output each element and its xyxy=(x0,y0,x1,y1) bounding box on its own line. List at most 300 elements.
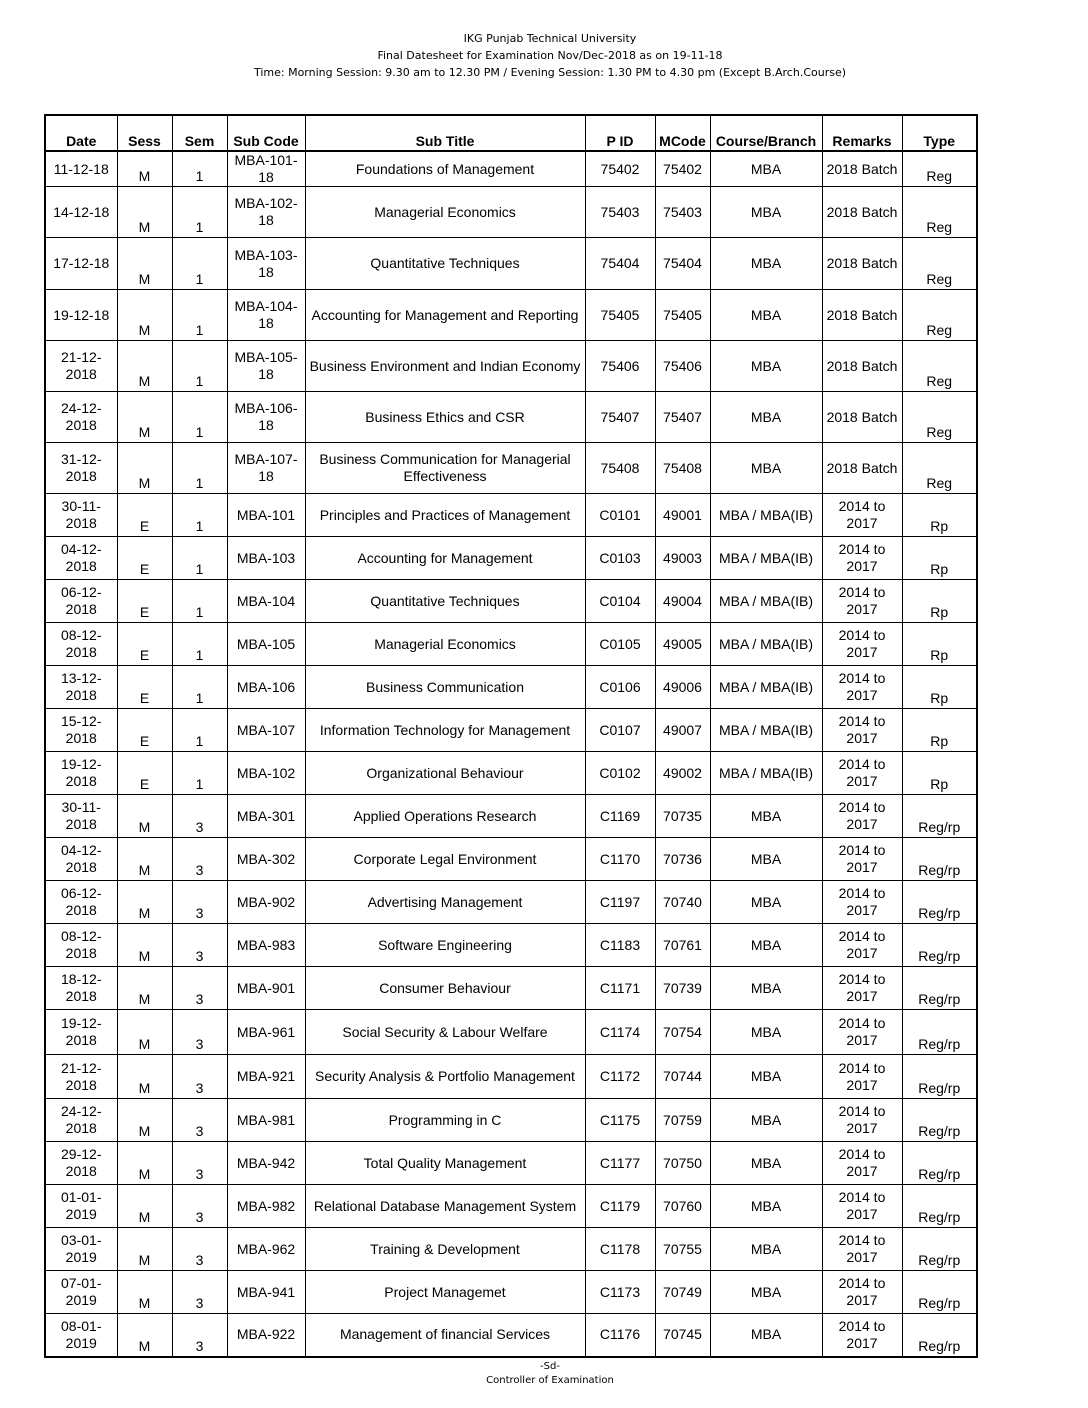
course-branch-cell: MBA xyxy=(710,1099,822,1142)
sub-title-cell: Training & Development xyxy=(305,1228,585,1271)
datesheet-table xyxy=(44,114,978,1358)
date-cell: 19-12-2018 xyxy=(45,1010,117,1055)
sub-code-cell: MBA-981 xyxy=(227,1099,305,1142)
document-header xyxy=(0,30,1088,81)
mcode-cell: 75408 xyxy=(655,443,710,494)
table-row xyxy=(45,924,977,967)
course-branch-cell: MBA xyxy=(710,392,822,443)
semester-cell: 1 xyxy=(172,494,227,537)
table-row xyxy=(45,1228,977,1271)
session-cell: E xyxy=(117,537,172,580)
course-branch-cell: MBA xyxy=(710,187,822,238)
paper-id-cell: C1177 xyxy=(585,1142,655,1185)
table-row xyxy=(45,392,977,443)
university-name: IKG Punjab Technical University xyxy=(463,32,637,45)
semester-cell: 1 xyxy=(172,580,227,623)
sub-code-cell: MBA-982 xyxy=(227,1185,305,1228)
col-header-date: Date xyxy=(45,115,117,151)
course-branch-cell: MBA xyxy=(710,151,822,187)
table-row xyxy=(45,238,977,290)
date-cell: 14-12-18 xyxy=(45,187,117,238)
type-cell: Reg xyxy=(902,151,977,187)
session-cell: M xyxy=(117,1271,172,1314)
sub-code-cell: MBA-301 xyxy=(227,795,305,838)
table-header-row xyxy=(45,115,977,151)
session-cell: M xyxy=(117,443,172,494)
table-row xyxy=(45,795,977,838)
session-cell: M xyxy=(117,187,172,238)
semester-cell: 1 xyxy=(172,752,227,795)
type-cell: Rp xyxy=(902,537,977,580)
mcode-cell: 70755 xyxy=(655,1228,710,1271)
sub-title-cell: Business Communication xyxy=(305,666,585,709)
date-cell: 19-12-2018 xyxy=(45,752,117,795)
semester-cell: 1 xyxy=(172,392,227,443)
type-cell: Reg/rp xyxy=(902,924,977,967)
table-row xyxy=(45,187,977,238)
session-timings: Time: Morning Session: 9.30 am to 12.30 PM / Evening Session: 1.30 PM to 4.30 pm (Except B.Arch.Course) xyxy=(253,66,847,79)
date-cell: 13-12-2018 xyxy=(45,666,117,709)
table-row xyxy=(45,967,977,1010)
semester-cell: 3 xyxy=(172,1055,227,1099)
sub-code-cell: MBA-107-18 xyxy=(227,443,305,494)
remarks-cell: 2014 to 2017 xyxy=(822,1271,902,1314)
col-header-session: Sess xyxy=(117,115,172,151)
session-cell: M xyxy=(117,1099,172,1142)
course-branch-cell: MBA / MBA(IB) xyxy=(710,709,822,752)
type-cell: Reg/rp xyxy=(902,1271,977,1314)
mcode-cell: 70749 xyxy=(655,1271,710,1314)
remarks-cell: 2018 Batch xyxy=(822,443,902,494)
paper-id-cell: C1170 xyxy=(585,838,655,881)
course-branch-cell: MBA / MBA(IB) xyxy=(710,494,822,537)
sub-code-cell: MBA-941 xyxy=(227,1271,305,1314)
session-cell: M xyxy=(117,238,172,290)
course-branch-cell: MBA / MBA(IB) xyxy=(710,666,822,709)
type-cell: Reg/rp xyxy=(902,1142,977,1185)
mcode-cell: 49004 xyxy=(655,580,710,623)
type-cell: Reg/rp xyxy=(902,1228,977,1271)
session-cell: M xyxy=(117,967,172,1010)
course-branch-cell: MBA xyxy=(710,1055,822,1099)
table-row xyxy=(45,443,977,494)
paper-id-cell: C0102 xyxy=(585,752,655,795)
sub-title-cell: Information Technology for Management xyxy=(305,709,585,752)
paper-id-cell: C0101 xyxy=(585,494,655,537)
mcode-cell: 70760 xyxy=(655,1185,710,1228)
remarks-cell: 2014 to 2017 xyxy=(822,1314,902,1357)
date-cell: 03-01-2019 xyxy=(45,1228,117,1271)
mcode-cell: 49006 xyxy=(655,666,710,709)
remarks-cell: 2014 to 2017 xyxy=(822,1142,902,1185)
course-branch-cell: MBA xyxy=(710,924,822,967)
paper-id-cell: C1174 xyxy=(585,1010,655,1055)
date-cell: 08-12-2018 xyxy=(45,924,117,967)
table-row xyxy=(45,1010,977,1055)
sub-title-cell: Principles and Practices of Management xyxy=(305,494,585,537)
date-cell: 24-12-2018 xyxy=(45,392,117,443)
semester-cell: 3 xyxy=(172,881,227,924)
paper-id-cell: 75408 xyxy=(585,443,655,494)
mcode-cell: 49001 xyxy=(655,494,710,537)
date-cell: 11-12-18 xyxy=(45,151,117,187)
table-row xyxy=(45,838,977,881)
session-cell: M xyxy=(117,1010,172,1055)
remarks-cell: 2018 Batch xyxy=(822,238,902,290)
session-cell: M xyxy=(117,290,172,341)
semester-cell: 1 xyxy=(172,623,227,666)
course-branch-cell: MBA xyxy=(710,1185,822,1228)
date-cell: 01-01-2019 xyxy=(45,1185,117,1228)
paper-id-cell: 75403 xyxy=(585,187,655,238)
date-cell: 29-12-2018 xyxy=(45,1142,117,1185)
sub-code-cell: MBA-983 xyxy=(227,924,305,967)
semester-cell: 3 xyxy=(172,1228,227,1271)
table-row xyxy=(45,1314,977,1357)
date-cell: 21-12-2018 xyxy=(45,341,117,392)
date-cell: 24-12-2018 xyxy=(45,1099,117,1142)
session-cell: M xyxy=(117,1185,172,1228)
paper-id-cell: 75407 xyxy=(585,392,655,443)
col-header-remarks: Remarks xyxy=(822,115,902,151)
type-cell: Reg/rp xyxy=(902,881,977,924)
course-branch-cell: MBA xyxy=(710,881,822,924)
paper-id-cell: C1197 xyxy=(585,881,655,924)
course-branch-cell: MBA / MBA(IB) xyxy=(710,580,822,623)
type-cell: Rp xyxy=(902,580,977,623)
sub-code-cell: MBA-103 xyxy=(227,537,305,580)
sub-code-cell: MBA-962 xyxy=(227,1228,305,1271)
session-cell: M xyxy=(117,392,172,443)
date-cell: 17-12-18 xyxy=(45,238,117,290)
remarks-cell: 2014 to 2017 xyxy=(822,881,902,924)
date-cell: 18-12-2018 xyxy=(45,967,117,1010)
session-cell: E xyxy=(117,494,172,537)
mcode-cell: 70745 xyxy=(655,1314,710,1357)
course-branch-cell: MBA xyxy=(710,290,822,341)
course-branch-cell: MBA xyxy=(710,443,822,494)
remarks-cell: 2014 to 2017 xyxy=(822,1010,902,1055)
remarks-cell: 2018 Batch xyxy=(822,290,902,341)
semester-cell: 1 xyxy=(172,151,227,187)
type-cell: Reg/rp xyxy=(902,795,977,838)
mcode-cell: 70735 xyxy=(655,795,710,838)
course-branch-cell: MBA xyxy=(710,1142,822,1185)
mcode-cell: 75404 xyxy=(655,238,710,290)
sub-code-cell: MBA-101 xyxy=(227,494,305,537)
paper-id-cell: C0107 xyxy=(585,709,655,752)
col-header-mcode: MCode xyxy=(655,115,710,151)
sub-code-cell: MBA-921 xyxy=(227,1055,305,1099)
table-row xyxy=(45,666,977,709)
paper-id-cell: C0105 xyxy=(585,623,655,666)
sub-code-cell: MBA-901 xyxy=(227,967,305,1010)
session-cell: E xyxy=(117,623,172,666)
sub-title-cell: Managerial Economics xyxy=(305,623,585,666)
date-cell: 08-12-2018 xyxy=(45,623,117,666)
mcode-cell: 70761 xyxy=(655,924,710,967)
sub-code-cell: MBA-102-18 xyxy=(227,187,305,238)
date-cell: 06-12-2018 xyxy=(45,580,117,623)
semester-cell: 3 xyxy=(172,1142,227,1185)
sub-title-cell: Business Ethics and CSR xyxy=(305,392,585,443)
session-cell: E xyxy=(117,752,172,795)
course-branch-cell: MBA xyxy=(710,1228,822,1271)
type-cell: Reg/rp xyxy=(902,1099,977,1142)
remarks-cell: 2014 to 2017 xyxy=(822,967,902,1010)
type-cell: Reg/rp xyxy=(902,1010,977,1055)
session-cell: M xyxy=(117,838,172,881)
semester-cell: 1 xyxy=(172,290,227,341)
document-footer xyxy=(0,1360,1088,1388)
remarks-cell: 2014 to 2017 xyxy=(822,838,902,881)
paper-id-cell: 75402 xyxy=(585,151,655,187)
remarks-cell: 2014 to 2017 xyxy=(822,795,902,838)
semester-cell: 3 xyxy=(172,838,227,881)
semester-cell: 3 xyxy=(172,1185,227,1228)
session-cell: M xyxy=(117,1055,172,1099)
signature: -Sd- xyxy=(540,1361,560,1372)
semester-cell: 3 xyxy=(172,1314,227,1357)
sub-code-cell: MBA-101-18 xyxy=(227,151,305,187)
sub-title-cell: Management of financial Services xyxy=(305,1314,585,1357)
sub-title-cell: Quantitative Techniques xyxy=(305,238,585,290)
paper-id-cell: C1175 xyxy=(585,1099,655,1142)
mcode-cell: 49002 xyxy=(655,752,710,795)
sub-code-cell: MBA-107 xyxy=(227,709,305,752)
semester-cell: 3 xyxy=(172,967,227,1010)
col-header-semester: Sem xyxy=(172,115,227,151)
semester-cell: 1 xyxy=(172,238,227,290)
paper-id-cell: C1171 xyxy=(585,967,655,1010)
session-cell: M xyxy=(117,341,172,392)
remarks-cell: 2014 to 2017 xyxy=(822,1228,902,1271)
type-cell: Rp xyxy=(902,623,977,666)
course-branch-cell: MBA xyxy=(710,1010,822,1055)
remarks-cell: 2018 Batch xyxy=(822,187,902,238)
type-cell: Reg/rp xyxy=(902,1314,977,1357)
course-branch-cell: MBA xyxy=(710,967,822,1010)
date-cell: 30-11-2018 xyxy=(45,494,117,537)
semester-cell: 1 xyxy=(172,709,227,752)
type-cell: Reg xyxy=(902,341,977,392)
date-cell: 31-12-2018 xyxy=(45,443,117,494)
remarks-cell: 2014 to 2017 xyxy=(822,494,902,537)
sub-title-cell: Business Communication for Managerial Effectiveness xyxy=(305,443,585,494)
table-row xyxy=(45,1271,977,1314)
date-cell: 07-01-2019 xyxy=(45,1271,117,1314)
session-cell: M xyxy=(117,1228,172,1271)
sub-title-cell: Applied Operations Research xyxy=(305,795,585,838)
remarks-cell: 2014 to 2017 xyxy=(822,580,902,623)
mcode-cell: 75405 xyxy=(655,290,710,341)
paper-id-cell: 75406 xyxy=(585,341,655,392)
type-cell: Reg xyxy=(902,392,977,443)
mcode-cell: 70759 xyxy=(655,1099,710,1142)
paper-id-cell: C1172 xyxy=(585,1055,655,1099)
datesheet-title: Final Datesheet for Examination Nov/Dec-2018 as on 19-11-18 xyxy=(377,49,723,62)
course-branch-cell: MBA xyxy=(710,341,822,392)
sub-title-cell: Quantitative Techniques xyxy=(305,580,585,623)
semester-cell: 3 xyxy=(172,924,227,967)
remarks-cell: 2014 to 2017 xyxy=(822,709,902,752)
session-cell: M xyxy=(117,881,172,924)
mcode-cell: 75407 xyxy=(655,392,710,443)
paper-id-cell: C0106 xyxy=(585,666,655,709)
mcode-cell: 75406 xyxy=(655,341,710,392)
col-header-course-branch: Course/Branch xyxy=(710,115,822,151)
course-branch-cell: MBA / MBA(IB) xyxy=(710,623,822,666)
semester-cell: 1 xyxy=(172,537,227,580)
sub-code-cell: MBA-961 xyxy=(227,1010,305,1055)
sub-code-cell: MBA-105 xyxy=(227,623,305,666)
course-branch-cell: MBA xyxy=(710,1271,822,1314)
mcode-cell: 49003 xyxy=(655,537,710,580)
table-row xyxy=(45,752,977,795)
type-cell: Rp xyxy=(902,709,977,752)
semester-cell: 3 xyxy=(172,795,227,838)
type-cell: Reg xyxy=(902,443,977,494)
table-row xyxy=(45,494,977,537)
remarks-cell: 2014 to 2017 xyxy=(822,1099,902,1142)
semester-cell: 1 xyxy=(172,341,227,392)
table-row xyxy=(45,1055,977,1099)
session-cell: E xyxy=(117,666,172,709)
mcode-cell: 70750 xyxy=(655,1142,710,1185)
col-header-paper-id: P ID xyxy=(585,115,655,151)
paper-id-cell: C0103 xyxy=(585,537,655,580)
table-row xyxy=(45,709,977,752)
sub-code-cell: MBA-106-18 xyxy=(227,392,305,443)
sub-code-cell: MBA-102 xyxy=(227,752,305,795)
semester-cell: 3 xyxy=(172,1010,227,1055)
sub-title-cell: Advertising Management xyxy=(305,881,585,924)
course-branch-cell: MBA xyxy=(710,838,822,881)
course-branch-cell: MBA xyxy=(710,238,822,290)
type-cell: Reg/rp xyxy=(902,838,977,881)
table-row xyxy=(45,537,977,580)
remarks-cell: 2018 Batch xyxy=(822,392,902,443)
semester-cell: 3 xyxy=(172,1271,227,1314)
sub-title-cell: Accounting for Management and Reporting xyxy=(305,290,585,341)
sub-code-cell: MBA-104-18 xyxy=(227,290,305,341)
table-row xyxy=(45,1099,977,1142)
type-cell: Reg xyxy=(902,238,977,290)
date-cell: 19-12-18 xyxy=(45,290,117,341)
semester-cell: 1 xyxy=(172,443,227,494)
session-cell: M xyxy=(117,1142,172,1185)
mcode-cell: 70736 xyxy=(655,838,710,881)
sub-title-cell: Social Security & Labour Welfare xyxy=(305,1010,585,1055)
sub-title-cell: Foundations of Management xyxy=(305,151,585,187)
mcode-cell: 75402 xyxy=(655,151,710,187)
remarks-cell: 2014 to 2017 xyxy=(822,924,902,967)
table-row xyxy=(45,151,977,187)
course-branch-cell: MBA xyxy=(710,795,822,838)
date-cell: 30-11-2018 xyxy=(45,795,117,838)
sub-title-cell: Security Analysis & Portfolio Management xyxy=(305,1055,585,1099)
mcode-cell: 49005 xyxy=(655,623,710,666)
table-row xyxy=(45,623,977,666)
col-header-sub-code: Sub Code xyxy=(227,115,305,151)
remarks-cell: 2014 to 2017 xyxy=(822,623,902,666)
table-row xyxy=(45,580,977,623)
session-cell: E xyxy=(117,580,172,623)
paper-id-cell: 75405 xyxy=(585,290,655,341)
col-header-sub-title: Sub Title xyxy=(305,115,585,151)
sub-code-cell: MBA-103-18 xyxy=(227,238,305,290)
date-cell: 04-12-2018 xyxy=(45,537,117,580)
sub-title-cell: Relational Database Management System xyxy=(305,1185,585,1228)
remarks-cell: 2014 to 2017 xyxy=(822,1185,902,1228)
mcode-cell: 70740 xyxy=(655,881,710,924)
col-header-type: Type xyxy=(902,115,977,151)
semester-cell: 3 xyxy=(172,1099,227,1142)
sub-title-cell: Project Managemet xyxy=(305,1271,585,1314)
mcode-cell: 70739 xyxy=(655,967,710,1010)
type-cell: Reg/rp xyxy=(902,967,977,1010)
course-branch-cell: MBA / MBA(IB) xyxy=(710,752,822,795)
sub-title-cell: Accounting for Management xyxy=(305,537,585,580)
semester-cell: 1 xyxy=(172,187,227,238)
session-cell: M xyxy=(117,795,172,838)
paper-id-cell: C1179 xyxy=(585,1185,655,1228)
sub-title-cell: Software Engineering xyxy=(305,924,585,967)
sub-code-cell: MBA-105-18 xyxy=(227,341,305,392)
sub-code-cell: MBA-922 xyxy=(227,1314,305,1357)
sub-title-cell: Managerial Economics xyxy=(305,187,585,238)
table-row xyxy=(45,1185,977,1228)
signatory-designation: Controller of Examination xyxy=(486,1375,614,1386)
sub-code-cell: MBA-302 xyxy=(227,838,305,881)
type-cell: Rp xyxy=(902,666,977,709)
table-row xyxy=(45,1142,977,1185)
remarks-cell: 2014 to 2017 xyxy=(822,752,902,795)
paper-id-cell: C1178 xyxy=(585,1228,655,1271)
sub-title-cell: Consumer Behaviour xyxy=(305,967,585,1010)
date-cell: 15-12-2018 xyxy=(45,709,117,752)
paper-id-cell: C1183 xyxy=(585,924,655,967)
remarks-cell: 2014 to 2017 xyxy=(822,1055,902,1099)
remarks-cell: 2018 Batch xyxy=(822,151,902,187)
sub-title-cell: Total Quality Management xyxy=(305,1142,585,1185)
semester-cell: 1 xyxy=(172,666,227,709)
course-branch-cell: MBA xyxy=(710,1314,822,1357)
table-row xyxy=(45,881,977,924)
paper-id-cell: 75404 xyxy=(585,238,655,290)
paper-id-cell: C1176 xyxy=(585,1314,655,1357)
table-row xyxy=(45,341,977,392)
type-cell: Reg/rp xyxy=(902,1055,977,1099)
mcode-cell: 70754 xyxy=(655,1010,710,1055)
sub-code-cell: MBA-902 xyxy=(227,881,305,924)
type-cell: Rp xyxy=(902,752,977,795)
sub-code-cell: MBA-942 xyxy=(227,1142,305,1185)
remarks-cell: 2014 to 2017 xyxy=(822,537,902,580)
session-cell: M xyxy=(117,151,172,187)
sub-title-cell: Business Environment and Indian Economy xyxy=(305,341,585,392)
course-branch-cell: MBA / MBA(IB) xyxy=(710,537,822,580)
table-row xyxy=(45,290,977,341)
date-cell: 21-12-2018 xyxy=(45,1055,117,1099)
type-cell: Reg xyxy=(902,290,977,341)
session-cell: M xyxy=(117,1314,172,1357)
paper-id-cell: C1169 xyxy=(585,795,655,838)
sub-code-cell: MBA-104 xyxy=(227,580,305,623)
type-cell: Rp xyxy=(902,494,977,537)
date-cell: 04-12-2018 xyxy=(45,838,117,881)
paper-id-cell: C1173 xyxy=(585,1271,655,1314)
